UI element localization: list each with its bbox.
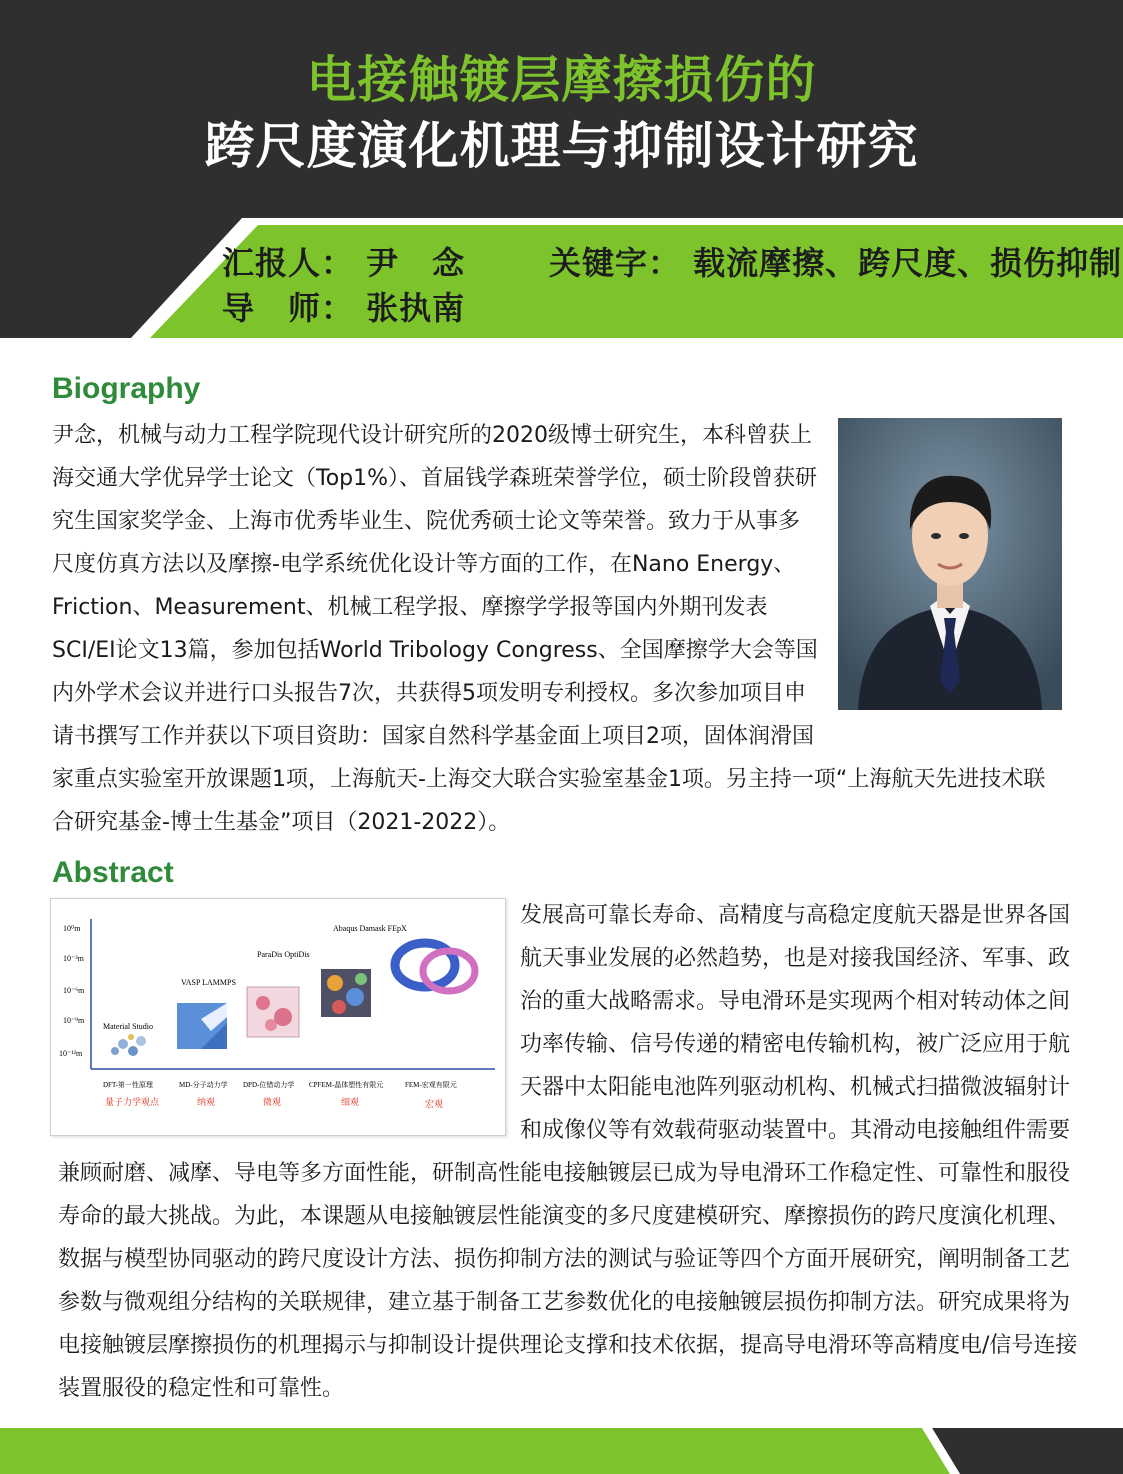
- md-simulation-icon: [177, 1003, 227, 1049]
- footer-band: [0, 1428, 1123, 1474]
- axis-label-4: CPFEM-晶体塑性有限元: [309, 1081, 384, 1089]
- axis-label-1: DFT-第一性原理: [103, 1081, 153, 1089]
- footer-green-stripe: [0, 1428, 950, 1474]
- crystal-grain-cube-icon: [321, 969, 371, 1017]
- title-line-2: 跨尺度演化机理与抑制设计研究: [204, 117, 919, 175]
- abstract-section: [58, 894, 1088, 1410]
- biography-heading: Biography: [52, 372, 201, 405]
- footer-dark-stripe: [932, 1428, 1123, 1474]
- scale-label-2: 纳观: [197, 1097, 216, 1107]
- axis-label-2: MD-分子动力学: [179, 1081, 228, 1089]
- method-label-2: VASP LAMMPS: [181, 978, 236, 987]
- y-tick-3: 10⁻⁹m: [63, 1016, 85, 1025]
- keywords-label: 关键字： 载流摩擦、跨尺度、损伤抑制: [549, 244, 1123, 282]
- scale-label-3: 微观: [263, 1097, 282, 1107]
- title-line-1: 电接触镀层摩擦损伤的: [306, 51, 817, 109]
- abstract-text: 发展高可靠长寿命、高精度与高稳定度航天器是世界各国航天事业发展的必然趋势，也是对接我国经济、军事、政治的重大战略需求。导电滑环是实现两个相对转动体之间功率传输、信号传递的精密电传输机构，被广泛应用于航天器中太阳能电池阵列驱动机构、机械式扫描微波辐射计和成像仪等有效载荷驱动装置中。其滑动电接触组件需要兼顾耐磨、减摩、导电等多方面性能，研制高性能电接触镀层已成为导电滑环工作稳定性、可靠性和服役寿命的最大挑战。为此，本课题从电接触镀层性能演变的多尺度建模研究、摩擦损伤的跨尺度演化机理、数据与模型协同驱动的跨尺度设计方法、损伤抑制方法的测试与验证等四个方面开展研究，阐明制备工艺参数与微观组分结构的关联规律，建立基于制备工艺参数优化的电接触镀层损伤抑制方法。研究成果将为电接触镀层摩擦损伤的机理揭示与抑制设计提供理论支撑和技术依据，提高导电滑环等高精度电/信号连接装置服役的稳定性和可靠性。: [58, 903, 1078, 1401]
- abstract-heading: Abstract: [52, 856, 174, 889]
- portrait-photo: [838, 418, 1062, 710]
- axis-label-3: DPD-位错动力学: [243, 1081, 295, 1089]
- biography-text: 尹念，机械与动力工程学院现代设计研究所的2020级博士研究生，本科曾获上海交通大学优异学士论文（Top1%）、首届钱学森班荣誉学位，硕士阶段曾获研究生国家奖学金、上海市优秀毕业生、院优秀硕士论文等荣誉。致力于从事多尺度仿真方法以及摩擦-电学系统优化设计等方面的工作，在Nano Energy、Friction、Measurement、机械工程学报、摩擦学学报等国内外期刊发表SCI/EI论文13篇，参加包括World Tribology Congress、全国摩擦学大会等国内外学术会议并进行口头报告7次，共获得5项发明专利授权。多次参加项目申请书撰写工作并获以下项目资助：国家自然科学基金面上项目2项，固体润滑国家重点实验室开放课题1项，上海航天-上海交大联合实验室基金1项。另主持一项“上海航天先进技术联合研究基金-博士生基金”项目（2021-2022）。: [52, 423, 1046, 835]
- method-label-3: ParaDis OptiDis: [257, 950, 310, 959]
- y-tick-2: 10⁻⁶m: [63, 986, 85, 995]
- method-label-1: Material Studio: [103, 1022, 153, 1031]
- advisor-label: 导 师： 张执南: [222, 289, 466, 327]
- dislocation-cube-icon: [247, 987, 299, 1037]
- y-tick-4: 10⁻¹²m: [59, 1049, 83, 1058]
- scale-label-5: 宏观: [425, 1099, 444, 1109]
- y-tick-1: 10⁻³m: [63, 954, 84, 963]
- scale-label-1: 量子力学观点: [105, 1097, 160, 1107]
- biography-section: [52, 414, 1062, 844]
- reporter-label: 汇报人： 尹 念: [222, 244, 466, 282]
- axis-label-5: FEM-宏观有限元: [405, 1081, 457, 1089]
- multiscale-figure: [50, 898, 506, 1136]
- y-tick-0: 10⁰m: [63, 924, 81, 933]
- scale-label-4: 细观: [341, 1097, 360, 1107]
- method-label-4: Abaqus Damask FEpX: [333, 924, 407, 933]
